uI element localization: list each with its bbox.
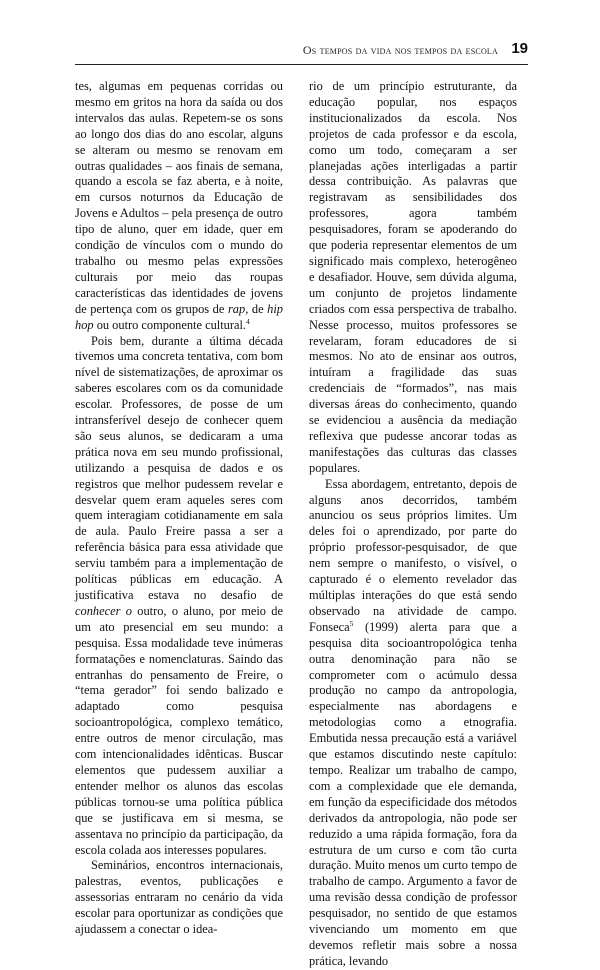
footnote-ref: 5 — [349, 618, 354, 628]
running-head: Os tempos da vida nos tempos da escola — [302, 43, 498, 57]
page-number: 19 — [511, 40, 528, 57]
italic-term: rap — [227, 301, 246, 316]
left-column — [75, 79, 283, 937]
paragraph: Seminários, encontros internacionais, palestras, eventos, publicações e assessorias entraram no cenário da vida escolar para oportunizar as condições que ajudassem a conectar o idea- — [75, 858, 283, 937]
paragraph: tes, algumas em pequenas corridas ou mesmo em gritos na hora da saída ou dos intervalos das aulas. Repetem-se os sons ao longo dos dias do ano escolar, alguns se alteram ou mesmo se renovam em outras qualidades – aos finais de semana, quando a escola se faz aberta, e à noite, em cursos noturnos da Educação de Jovens e Adultos – pela presença de outro tipo de aluno, quer em idade, quer em condição de vínculos com o mundo do trabalho ou mesmo pelas expressões culturais por meio das roupas características das identidades de jovens de pertença com os grupos de rap, de hip hop ou outro componente cultural.$^4$ — [75, 79, 283, 332]
paragraph: rio de um princípio estruturante, da educação popular, nos espaços institucionalizados da escola. Nos projetos de cada professor e da escola, como um todo, começaram a ser planejadas ações interligadas a partir dessa contribuição. As palavras que registravam as sensibilidades dos professores, agora também pesquisadores, foram se apoderando do que poderia representar elementos de um significado mais complexo, heterogêneo e desafiador. Houve, sem dúvida alguma, um conjunto de projetos lindamente criados com essa perspectiva de trabalho. Nesse processo, muitos professores se revelaram, foram educadores de si mesmos. No ato de ensinar aos outros, intuíram a fragilidade das suas credenciais de “formados”, nas mais diversas áreas do conhecimento, quando se evidenciou a ausência da mediação reflexiva que pudesse ancorar todas as manifestações das culturas das classes populares. — [309, 79, 517, 475]
italic-term: hip hop — [75, 301, 283, 332]
paragraph: Pois bem, durante a última década tivemos uma concreta tentativa, com bom nível de sistematizações, de aproximar os saberes escolares com os da comunidade escolar. Professores, de posse de um intransferível desejo de conhecer quem são seus alunos, se dedicaram a uma prática nova em seu mundo profissional, utilizando a pesquisa de dados e os registros que melhor pudessem revelar e desvelar quem eram aqueles seres com quem interagiam cotidianamente em sala de aula. Paulo Freire passa a ser a referência básica para essa atividade que serviu também para a implementação de políticas públicas em educação. A justificativa estava no desafio de conhecer o outro, o aluno, por meio de um ato presencial em seu mundo: a pesquisa. Essa modalidade teve inúmeras formatações e nomenclaturas. Saindo das entranhas do pensamento de Freire, o “tema gerador” foi sendo balizado e adaptado como pesquisa socioantropológica, complexo temático, entre outros de menor circulação, mas com intencionalidades idênticas. Buscar elementos que pudessem auxiliar a entender melhor os alunos das escolas públicas tornou-se uma política pública que se justificava em si mesma, se assentava no princípio da participação, da escola colada aos interesses populares. — [75, 333, 283, 857]
footnote-ref: 4 — [246, 316, 250, 326]
page-header — [75, 40, 528, 65]
italic-term: conhecer o — [75, 603, 132, 618]
paragraph: Essa abordagem, entretanto, depois de alguns anos decorridos, também anunciou os seus próprios limites. Um deles foi o aprendizado, por parte do próprio professor-pesquisador, de que nem sempre o manifesto, o visível, o capturado é o elemento revelador das múltiplas interações do que está sendo observado na atividade de campo. Fonseca$^5$ (1999) alerta para que a pesquisa dita socioantropológica tenha outra denominação para não se comprometer com o acúmulo dessa produção no campo da antropologia, especialmente nas abordagens e metodologias como a etnografia. Embutida nessa precaução está a variável que estamos discutindo neste capítulo: tempo. Realizar um trabalho de campo, com a complexidade que ele demanda, em função da especificidade dos métodos derivados da antropologia, não pode ser reduzido a uma rápida formação, fora da estrutura de um curso e com tão curta duração. Muito menos um curto tempo de trabalho de campo. Argumento a favor de uma revisão dessa condição de professor pesquisador, no sentido de que estamos vivenciando um momento em que devemos refletir mais sobre a nossa prática, levando — [309, 476, 517, 968]
right-column — [309, 79, 517, 968]
